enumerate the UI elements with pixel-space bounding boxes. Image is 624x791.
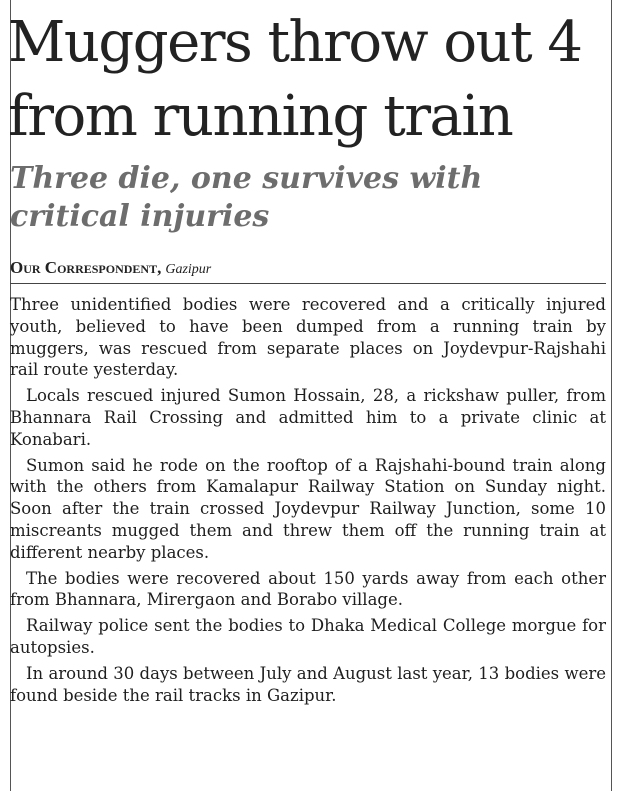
paragraph: The bodies were recovered about 150 yards away from each other from Bhannara, Mirergaon and Borabo village. [10,568,606,610]
paragraph: Three unidentified bodies were recovered and a critically injured youth, believed to have been dumped from a running train by muggers, was rescued from separate places on Joydevpur-Rajshahi rail route yesterday. [10,295,606,380]
headline: Muggers throw out 4 from running train [8,10,582,149]
paragraph: Railway police sent the bodies to Dhaka Medical College morgue for autopsies. [10,616,606,657]
paragraph: In around 30 days between July and August last year, 13 bodies were found beside the rail tracks in Gazipur. [10,663,606,705]
article-body [10,294,606,710]
subhead: Three die, one survives with critical injuries [10,161,483,234]
paragraph: Sumon said he rode on the rooftop of a Rajshahi-bound train along with the others from Kamalapur Railway Station on Sunday night. Soon after the train crossed Joydevpur Railway Junction, some 10 miscreants mugged them and threw them off the running train at different nearby places. [10,455,606,562]
byline-place: Gazipur [165,262,212,277]
byline-divider [10,283,606,284]
byline-author: Our Correspondent, [10,258,162,277]
paragraph: Locals rescued injured Sumon Hossain, 28, a rickshaw puller, from Bhannara Rail Crossing and admitted him to a private clinic at Konabari. [10,386,606,449]
byline [10,258,211,280]
